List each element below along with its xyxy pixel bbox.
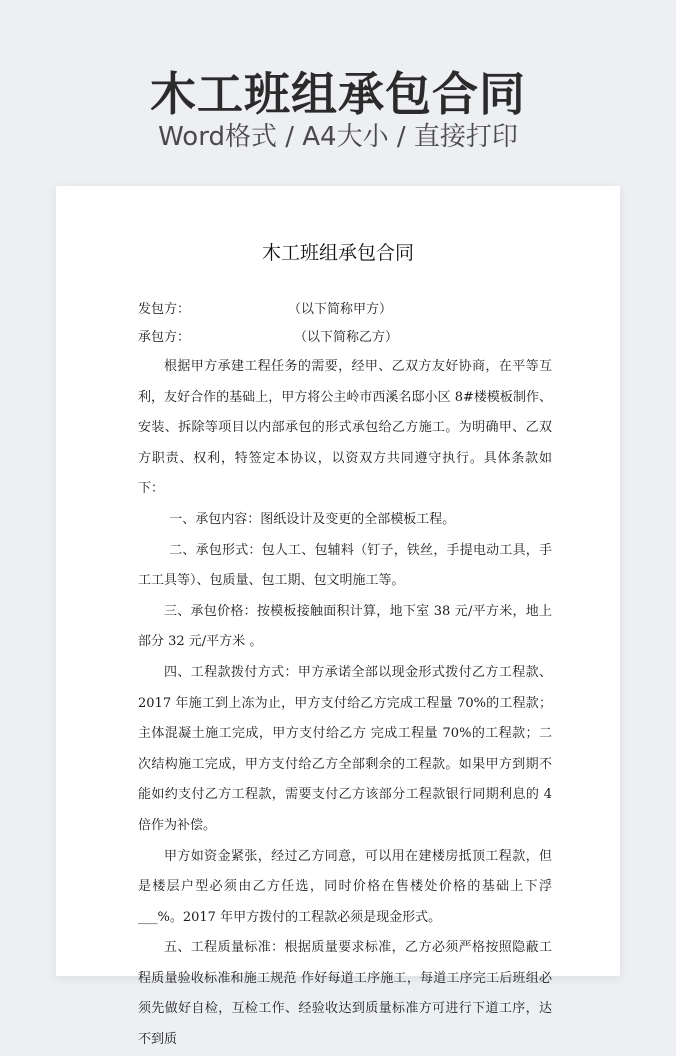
- banner-title: 木工班组承包合同: [150, 67, 526, 121]
- paragraph-clause-5: 五、工程质量标准：根据质量要求标准，乙方必须严格按照隐蔽工程质量验收标准和施工规范 作好每道工序施工，每道工序完工后班组必须先做好自检，互检工作、经验收达到质量标准方可进行下道工序，达不到质: [138, 940, 552, 1048]
- party-label: 承包方：: [138, 330, 191, 345]
- banner-subtitle: Word格式 / A4大小 / 直接打印: [158, 122, 518, 152]
- party-line-employer: [138, 296, 552, 324]
- paragraph-clause-4: 四、工程款拨付方式：甲方承诺全部以现金形式拨付乙方工程款、2017 年施工到上冻为止，甲方支付给乙方完成工程量 70%的工程款；主体混凝土施工完成，甲方支付给乙方 完成工程量 70%的工程款；二次结构施工完成，甲方支付给乙方全部剩余的工程款。如果甲方到期不能如约支付乙方工程款，需要支付乙方该部分工程款银行同期利息的 4 倍作为补偿。: [138, 664, 552, 833]
- party-line-contractor: [138, 324, 552, 352]
- document-title: 木工班组承包合同: [261, 242, 414, 264]
- paragraph-intro: 根据甲方承建工程任务的需要，经甲、乙双方友好协商，在平等互利，友好合作的基础上，甲方将公主岭市西溪名邸小区 8#楼模板制作、安装、拆除等项目以内部承包的形式承包给乙方施工。为明确甲、乙双方职责、权利，特签定本协议，以资双方共同遵守执行。具体条款如下：: [138, 359, 552, 497]
- document-body: [138, 296, 552, 1056]
- party-label: 发包方：: [138, 302, 191, 317]
- paragraph-clause-4-supplement: 甲方如资金紧张，经过乙方同意，可以用在建楼房抵顶工程款，但是楼层户型必须由乙方任选，同时价格在售楼处价格的基础上下浮___%。2017 年甲方拨付的工程款必须是现金形式。: [138, 848, 552, 925]
- document-page: [56, 186, 620, 1048]
- party-note: （以下简称甲方）: [288, 302, 393, 317]
- paragraph-clause-2: 二、承包形式：包人工、包辅料（钉子，铁丝，手提电动工具，手工工具等）、包质量、包工期、包文明施工等。: [138, 542, 552, 589]
- paragraph-clause-1: 一、承包内容：图纸设计及变更的全部模板工程。: [169, 511, 456, 527]
- paragraph-clause-3: 三、承包价格：按模板接触面积计算，地下室 38 元/平方米，地上部分 32 元/平方米 。: [138, 603, 552, 650]
- party-note: （以下简称乙方）: [294, 330, 399, 345]
